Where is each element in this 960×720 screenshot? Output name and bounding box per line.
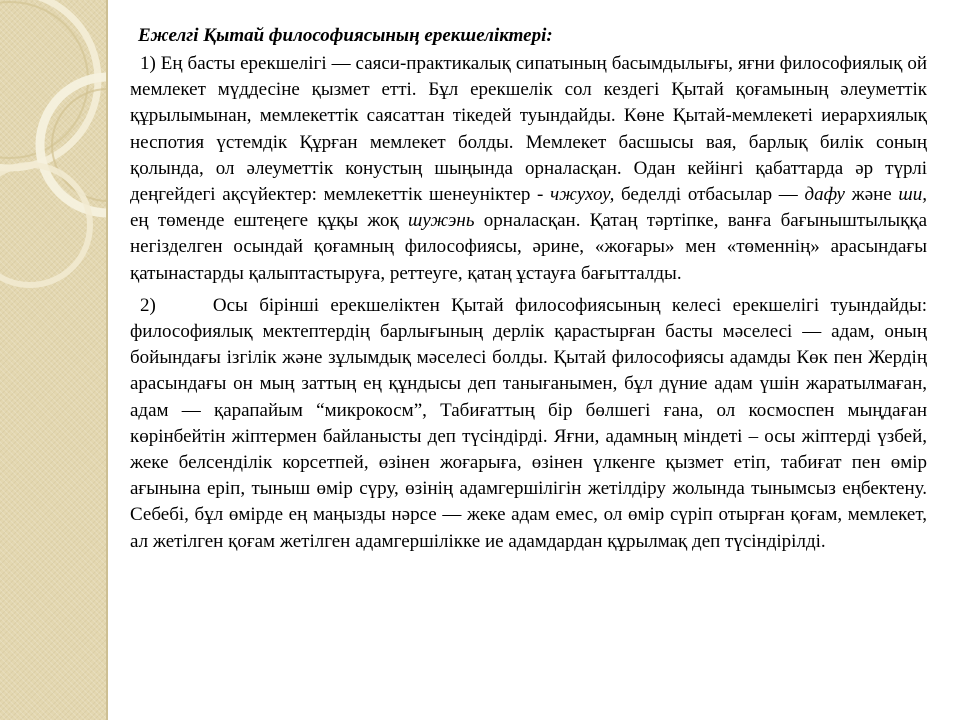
paragraph-1-number: 1) bbox=[140, 53, 156, 74]
paragraph-2 bbox=[130, 293, 927, 555]
paragraph-2-number: 2) bbox=[140, 294, 156, 316]
paragraph-1-text-e: орналасқан. Қатаң тәртіпке, ванға бағыныштылыққа негізделген осындай қоғамның философиясы, әрине, «жоғары» мен «төменнің» арасындағы қатынастарды қалыптастыруға, реттеуге, қатаң ұстауға бағытталды. bbox=[130, 210, 928, 284]
paragraph-1-text-a: Ең басты ерекшелігі — саяси-практикалық сипатының басымдылығы, яғни философиялық ой мемлекет мүддесіне қызмет етті. Бұл ерекшелік сол кездегі Қытай қоғамының әлеуметтік құрылымынан, мемлекеттік саясаттан тікедей туындайды. Көне Қытай-мемлекеті иерархиялық неспотия үстемдік Құрған мемлекет болды. Мемлекет басшысы вая, барлық билік соның қолында, ол әлеуметтік конустың шыңында орналасқан. Одан кейінгі қабаттарда әр түрлі деңгейдегі ақсүйектер: мемлекеттік шенеуніктер - bbox=[130, 53, 928, 206]
paragraph-1-text-b: беделді отбасылар — bbox=[621, 184, 798, 206]
term-shuzhen: шужэнь bbox=[408, 210, 475, 232]
panel-divider bbox=[106, 0, 108, 720]
decorative-rings bbox=[0, 0, 106, 720]
slide-content bbox=[130, 22, 927, 561]
paragraph-1-text-d: ең төменде ештеңеге құқы жоқ bbox=[130, 210, 399, 232]
slide-heading: Ежелгі Қытай философиясының ерекшеліктері: bbox=[138, 25, 553, 46]
paragraph-1 bbox=[130, 51, 927, 287]
paragraph-1-text-c: және bbox=[851, 184, 892, 206]
term-chzhuhou: чжухоу, bbox=[550, 184, 615, 206]
term-shi: ши, bbox=[898, 184, 928, 206]
paragraph-2-text: Осы бірінші ерекшеліктен Қытай философиясының келесі ерекшелігі туындайды: философиялық мектептердің барлығының дерлік қарастырған басты мәселесі — адам, оның бойындағы ізгілік және зұлымдық мәселесі болды. Қытай философиясы адамды Көк пен Жердің арасындағы он мың заттың ең құндысы деп танығанымен, бұл дүние адам үшін жаратылмаған, адам — қарапайым “микрокосм”, Табиғаттың бір бөлшегі ғана, ол космоспен мыңдаған көрінбейтін жіптермен байланысты деп түсіндірді. Яғни, адамның міндеті – осы жіптерді үзбей, жеке белсенділік корсетпей, өзінен жоғарыға, өзінен үлкенге қызмет етіп, табиғат пен өмір ағынына еріп, тыныш өмір сүру, өзінің адамгершілігін жетілдіру жолында тынымсыз еңбектену. Себебі, бұл өмірде ең маңызды нәрсе — жеке адам емес, ол өмір сүріп отырған қоғам, мемлекет, ал жетілген қоғам жетілген адамгершілікке ие адамдардан құрылмақ деп түсіндірілді. bbox=[130, 294, 927, 552]
term-dafu: дафу bbox=[804, 184, 845, 206]
decorative-side-panel bbox=[0, 0, 106, 720]
